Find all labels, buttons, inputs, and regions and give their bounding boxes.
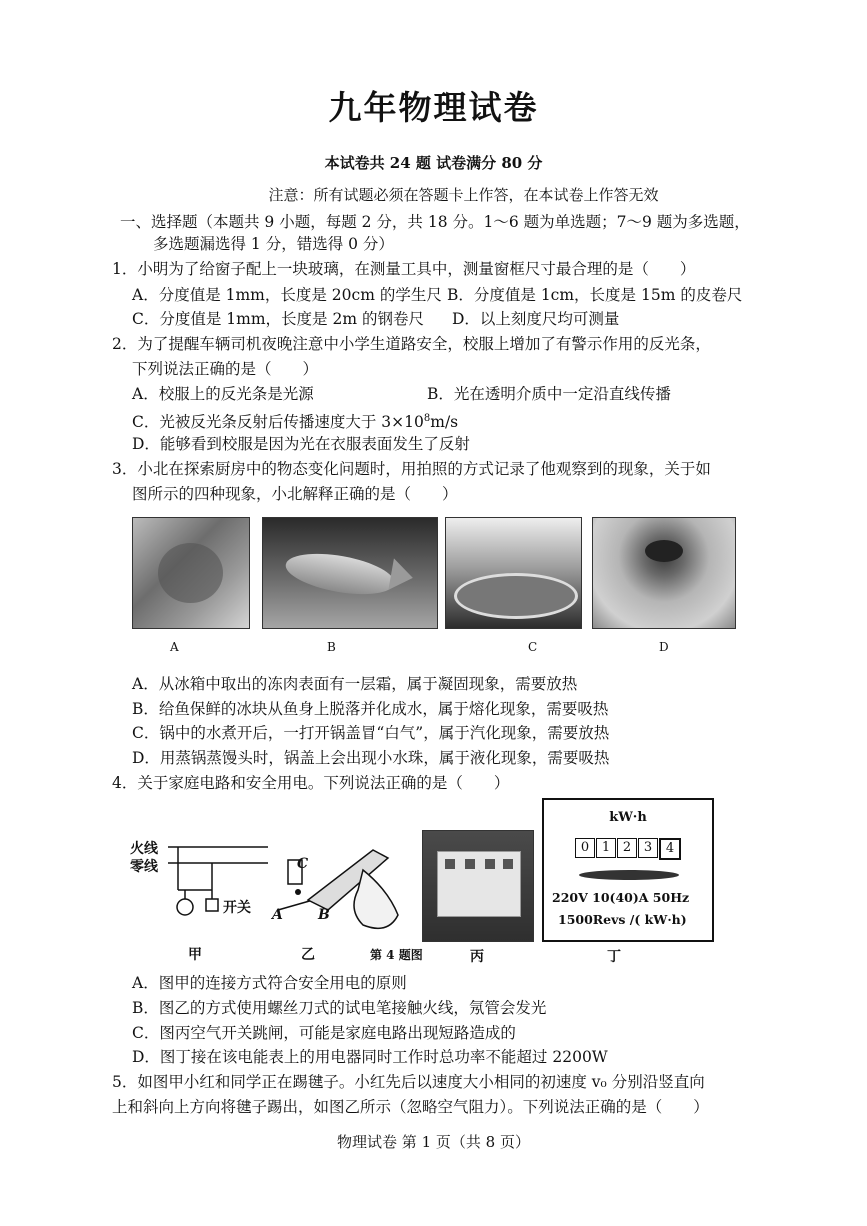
exam-notice: 注意：所有试题必须在答题卡上作答，在本试卷上作答无效	[268, 186, 659, 204]
q2-option-d: D．能够看到校服是因为光在衣服表面发生了反射	[132, 435, 470, 453]
section-heading-line1: 一、选择题（本题共 9 小题，每题 2 分，共 18 分。1～6 题为单选题；7～9 题为多选题，	[120, 213, 750, 231]
boiling-pot-photo	[445, 517, 582, 629]
meter-digit: 2	[617, 838, 637, 858]
q2-stem-line1: 2．为了提醒车辆司机夜晚注意中小学生道路安全，校服上增加了有警示作用的反光条，	[112, 335, 711, 353]
figure-yi-label: 乙	[301, 947, 315, 963]
meter-revs: 1500Revs /( kW·h)	[558, 912, 687, 927]
bulb-icon	[177, 899, 193, 915]
q1-option-a: A．分度值是 1mm，长度是 20cm 的学生尺	[132, 286, 442, 304]
meter-unit: kW·h	[609, 810, 647, 825]
hand-icon	[354, 870, 398, 928]
switch-label: 开关	[223, 900, 251, 916]
q1-option-b: B．分度值是 1cm，长度是 15m 的皮卷尺	[447, 286, 743, 304]
q2-option-b: B．光在透明介质中一定沿直线传播	[427, 385, 671, 403]
q1-option-d: D．以上刻度尺均可测量	[452, 310, 620, 328]
q5-stem-line2: 上和斜向上方向将毽子踢出，如图乙所示（忽略空气阻力）。下列说法正确的是（ ）	[112, 1098, 709, 1116]
q1-option-c: C．分度值是 1mm，长度是 2m 的钢卷尺	[132, 310, 424, 328]
figure-bing-label: 丙	[470, 949, 484, 965]
electricity-meter	[542, 798, 714, 942]
figure-ding-label: 丁	[607, 949, 621, 965]
meter-digit: 1	[596, 838, 616, 858]
frozen-meat-photo	[132, 517, 250, 629]
section-heading-line2: 多选题漏选得 1 分，错选得 0 分）	[153, 235, 394, 253]
meter-disc-icon	[574, 866, 684, 884]
q5-stem-line1: 5．如图甲小红和同学正在踢毽子。小红先后以速度大小相同的初速度 v₀ 分别沿竖直向	[112, 1073, 705, 1091]
photo-label-a: A	[170, 640, 179, 654]
test-pen-diagram-yi	[268, 830, 418, 940]
q3-stem-line2: 图所示的四种现象，小北解释正确的是（ ）	[132, 485, 458, 503]
q3-stem-line1: 3．小北在探索厨房中的物态变化问题时，用拍照的方式记录了他观察到的现象，关于如	[112, 460, 711, 478]
q2-option-c-text: C．光被反光条反射后传播速度大于 3×10	[132, 413, 424, 432]
fish-on-ice-photo	[262, 517, 438, 629]
figure-4-caption: 第 4 题图	[370, 948, 423, 962]
pen-label-a: A	[272, 907, 283, 923]
meter-digit: 3	[638, 838, 658, 858]
live-wire-label: 火线	[130, 841, 158, 857]
meter-spec: 220V 10(40)A 50Hz	[552, 890, 690, 905]
q2-option-c-unit: m/s	[430, 413, 459, 432]
q4-option-c: C．图丙空气开关跳闸，可能是家庭电路出现短路造成的	[132, 1024, 516, 1042]
q1-stem: 1．小明为了给窗子配上一块玻璃，在测量工具中，测量窗框尺寸最合理的是（ ）	[112, 260, 696, 278]
switch-icon	[206, 899, 218, 911]
q3-option-c: C．锅中的水煮开后，一打开锅盖冒“白气”，属于汽化现象，需要放热	[132, 724, 610, 742]
q3-option-b: B．给鱼保鲜的冰块从鱼身上脱落并化成水，属于熔化现象，需要吸热	[132, 700, 609, 718]
q4-stem: 4．关于家庭电路和安全用电。下列说法正确的是（ ）	[112, 774, 510, 792]
q3-option-a: A．从冰箱中取出的冻肉表面有一层霜，属于凝固现象，需要放热	[132, 675, 578, 693]
q2-option-a: A．校服上的反光条是光源	[132, 385, 314, 403]
meter-digit-decimal: 4	[659, 838, 681, 860]
photo-label-b: B	[327, 640, 336, 654]
q4-option-b: B．图乙的方式使用螺丝刀式的试电笔接触火线，氖管会发光	[132, 999, 547, 1017]
q4-option-d: D．图丁接在该电能表上的用电器同时工作时总功率不能超过 2200W	[132, 1048, 608, 1066]
photo-label-c: C	[528, 640, 538, 654]
q3-option-d: D．用蒸锅蒸馒头时，锅盖上会出现小水珠，属于液化现象，需要吸热	[132, 749, 610, 767]
meter-digits	[575, 838, 681, 860]
pen-label-b: B	[318, 907, 330, 923]
q4-option-a: A．图甲的连接方式符合安全用电的原则	[132, 974, 407, 992]
q2-stem-line2: 下列说法正确的是（ ）	[132, 360, 319, 378]
q2-option-c	[132, 408, 458, 433]
q2-option-c-exponent: 8	[423, 413, 431, 424]
pen-label-c: C	[297, 856, 309, 872]
figure-jia-label: 甲	[188, 947, 202, 963]
exam-title: 九年物理试卷	[328, 88, 539, 127]
air-switch-photo	[422, 830, 534, 942]
page-footer: 物理试卷 第 1 页（共 8 页）	[337, 1133, 530, 1151]
exam-info: 本试卷共 24 题 试卷满分 80 分	[324, 154, 543, 172]
neutral-wire-label: 零线	[130, 859, 158, 875]
photo-label-d: D	[659, 640, 669, 654]
steamer-lid-photo	[592, 517, 736, 629]
meter-digit: 0	[575, 838, 595, 858]
